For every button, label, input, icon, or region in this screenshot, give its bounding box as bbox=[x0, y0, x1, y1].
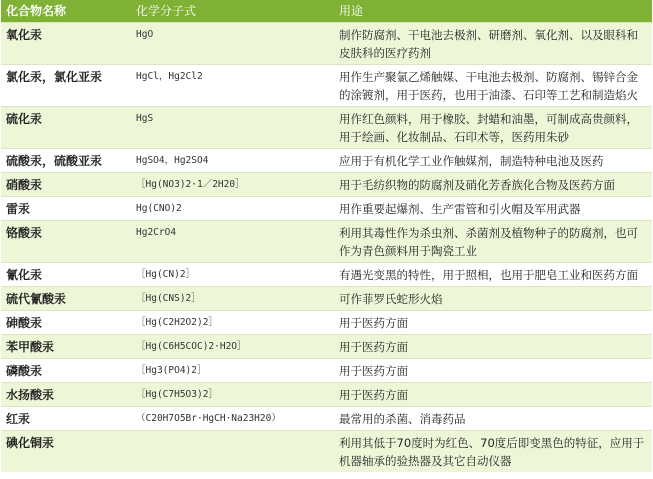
compound-use: 利用其毒性作为杀虫剂、杀菌剂及植物种子的防腐剂，也可作为青色颜料用于陶瓷工业 bbox=[334, 220, 652, 262]
compound-formula: HgSO4，Hg2SO4 bbox=[131, 148, 334, 172]
compound-name: 硫酸汞，硫酸亚汞 bbox=[1, 148, 131, 172]
compound-use: 用作重要起爆剂、生产雷管和引火帽及军用武器 bbox=[334, 196, 652, 220]
table-row bbox=[1, 406, 652, 430]
compound-formula: ［Hg3(PO4)2］ bbox=[131, 358, 334, 382]
compound-name: 磷酸汞 bbox=[1, 358, 131, 382]
table-row bbox=[1, 106, 652, 148]
compound-use: 用于毛纺织物的防腐剂及硝化芳香族化合物及医药方面 bbox=[334, 172, 652, 196]
table-header-row bbox=[1, 0, 652, 22]
compound-formula bbox=[131, 430, 334, 472]
table-row bbox=[1, 382, 652, 406]
compound-formula: （C20H7O5Br·HgCH·Na23H20） bbox=[131, 406, 334, 430]
compound-name: 氰化汞 bbox=[1, 262, 131, 286]
table-row bbox=[1, 286, 652, 310]
table-row bbox=[1, 334, 652, 358]
compound-formula: Hg2CrO4 bbox=[131, 220, 334, 262]
header-compound-name: 化合物名称 bbox=[6, 4, 67, 19]
table-row bbox=[1, 358, 652, 382]
compound-name: 红汞 bbox=[1, 406, 131, 430]
table-row bbox=[1, 148, 652, 172]
table-row bbox=[1, 64, 652, 106]
compound-use: 利用其低于70度时为红色、70度后即变黑色的特征，应用于机器轴承的验热器及其它自动仪器 bbox=[334, 430, 652, 472]
compound-formula: ［Hg(C7H5O3)2］ bbox=[131, 382, 334, 406]
compound-use: 有遇光变黑的特性，用于照相，也用于肥皂工业和医药方面 bbox=[334, 262, 652, 286]
compound-use: 用于医药方面 bbox=[334, 334, 652, 358]
compound-name: 氧化汞 bbox=[1, 22, 131, 64]
table-row bbox=[1, 262, 652, 286]
compound-formula: ［Hg(CN)2］ bbox=[131, 262, 334, 286]
compound-name: 碘化铜汞 bbox=[1, 430, 131, 472]
compound-use: 制作防腐剂、干电池去极剂、研磨剂、氧化剂、以及眼科和皮肤科的医疗药剂 bbox=[334, 22, 652, 64]
compound-use: 用作生产聚氯乙烯触媒、干电池去极剂、防腐剂、锡锌合金的涂镀剂，用于医药，也用于油漆、石印等工艺和制造焰火 bbox=[334, 64, 652, 106]
table-row bbox=[1, 22, 652, 64]
compound-use: 应用于有机化学工业作触媒剂，制造特种电池及医药 bbox=[334, 148, 652, 172]
compound-name: 氯化汞，氯化亚汞 bbox=[1, 64, 131, 106]
table-row bbox=[1, 310, 652, 334]
compound-formula: HgCl，Hg2Cl2 bbox=[131, 64, 334, 106]
compound-formula: ［Hg(C6H5COC)2·H2O］ bbox=[131, 334, 334, 358]
header-use: 用途 bbox=[339, 4, 364, 19]
compound-name: 硫化汞 bbox=[1, 106, 131, 148]
compound-name: 铬酸汞 bbox=[1, 220, 131, 262]
compound-use: 用于医药方面 bbox=[334, 382, 652, 406]
table-row bbox=[1, 220, 652, 262]
table-row bbox=[1, 172, 652, 196]
compound-formula: HgS bbox=[131, 106, 334, 148]
compound-name: 水扬酸汞 bbox=[1, 382, 131, 406]
compound-name: 苯甲酸汞 bbox=[1, 334, 131, 358]
compound-name: 雷汞 bbox=[1, 196, 131, 220]
compound-formula: ［Hg(C2H2O2)2］ bbox=[131, 310, 334, 334]
compound-use: 用作红色颜料，用于橡胶、封蜡和油墨，可制成高贵颜料，用于绘画、化妆制品、石印术等，医药用朱砂 bbox=[334, 106, 652, 148]
compound-name: 硫代氰酸汞 bbox=[1, 286, 131, 310]
compound-use: 可作菲罗氏蛇形火焰 bbox=[334, 286, 652, 310]
compound-use: 用于医药方面 bbox=[334, 310, 652, 334]
header-formula: 化学分子式 bbox=[136, 4, 197, 19]
compound-formula: ［Hg(CNS)2］ bbox=[131, 286, 334, 310]
compound-use: 最常用的杀菌、消毒药品 bbox=[334, 406, 652, 430]
compound-name: 硝酸汞 bbox=[1, 172, 131, 196]
compound-use: 用于医药方面 bbox=[334, 358, 652, 382]
compound-formula: HgO bbox=[131, 22, 334, 64]
compound-formula: ［Hg(NO3)2·1／2H20］ bbox=[131, 172, 334, 196]
table-row bbox=[1, 430, 652, 472]
mercury-compounds-table bbox=[1, 0, 652, 472]
table-row bbox=[1, 196, 652, 220]
compound-name: 砷酸汞 bbox=[1, 310, 131, 334]
compound-formula: Hg(CNO)2 bbox=[131, 196, 334, 220]
